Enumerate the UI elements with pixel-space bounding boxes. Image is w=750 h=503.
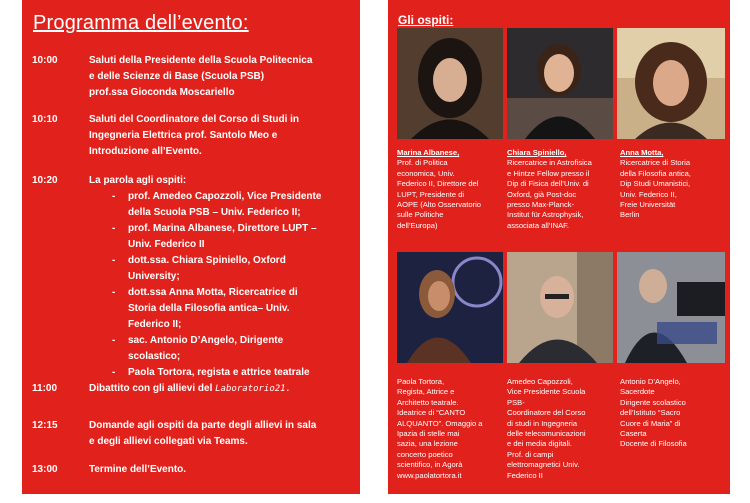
row-line: Domande agli ospiti da parte degli allievi in sala xyxy=(89,420,317,431)
caption-line: associata all’INAF. xyxy=(507,220,570,230)
caption-line: Dip di Fisica dell’Univ. di xyxy=(507,179,589,189)
guest-speaker-item: - dott.ssa. Chiara Spiniello, Oxford University; xyxy=(112,253,354,285)
row-time: 12:15 xyxy=(32,420,58,431)
guest-caption-marina-albanese xyxy=(397,148,505,231)
caption-line: scientifico, in Agorà xyxy=(397,460,463,470)
row-description xyxy=(89,53,354,101)
caption-line: Berlin xyxy=(620,210,640,220)
caption-line: PSB- xyxy=(507,397,525,407)
guest-photo-amedeo-capozzoli xyxy=(507,252,613,363)
caption-line: Ricercatrice in Astrofisica xyxy=(507,158,592,168)
caption-line: Federico II, Direttore del xyxy=(397,179,479,189)
caption-line: presso Max-Planck- xyxy=(507,200,575,210)
guest-name: Anna Motta, xyxy=(620,148,664,157)
row-line: Ingegneria Elettrica prof. Santolo Meo e xyxy=(89,130,278,141)
row-line: prof.ssa Gioconda Moscariello xyxy=(89,87,235,98)
row-line: Termine dell’Evento. xyxy=(89,464,187,475)
caption-line: Docente di Filosofia xyxy=(620,439,687,449)
guest-caption-anna-motta xyxy=(620,148,728,221)
guest-photo-anna-motta xyxy=(617,28,725,139)
caption-line: ALQUANTO”. Omaggio a xyxy=(397,418,483,428)
caption-line: Dip Studi Umanistici, xyxy=(620,179,691,189)
caption-line: Oxford, già Post-doc xyxy=(507,189,577,199)
guests-title: Gli ospiti: xyxy=(398,13,454,27)
caption-line: sulle Politiche xyxy=(397,210,444,220)
caption-line: economica, Univ. xyxy=(397,168,455,178)
caption-line: Regista, Attrice e xyxy=(397,387,455,397)
caption-line: Coordinatore del Corso xyxy=(507,408,586,418)
caption-line: Vice Presidente Scuola xyxy=(507,387,586,397)
caption-line: e dei media digitali. xyxy=(507,439,573,449)
caption-line: sazia, una lezione xyxy=(397,439,458,449)
caption-line: Federico II xyxy=(507,470,543,480)
row-time: 11:00 xyxy=(32,383,58,394)
guest-name: Chiara Spiniello, xyxy=(507,148,567,157)
guests-intro: La parola agli ospiti: xyxy=(89,175,187,186)
guest-photo-antonio-dangelo xyxy=(617,252,725,363)
caption-line: AOPE (Alto Osservatorio xyxy=(397,200,481,210)
row-description xyxy=(89,462,354,478)
row-time: 10:10 xyxy=(32,114,58,125)
caption-line: LUPT, Presidente di xyxy=(397,189,465,199)
guest-speaker-list xyxy=(89,189,354,381)
caption-line: Dirigente scolastico xyxy=(620,397,686,407)
caption-line: delle telecomunicazioni xyxy=(507,429,586,439)
caption-line: di studi in Ingegneria xyxy=(507,418,578,428)
row-line: e delle Scienze di Base (Scuola PSB) xyxy=(89,71,265,82)
guest-speaker-item: - prof. Amedeo Capozzoli, Vice Presidente della Scuola PSB – Univ. Federico II; xyxy=(112,189,354,221)
caption-line: della Filosofia antica, xyxy=(620,168,691,178)
caption-line: Caserta xyxy=(620,429,647,439)
guest-caption-antonio-dangelo xyxy=(620,377,728,450)
row-time: 10:00 xyxy=(32,55,58,66)
guest-name: Paola Tortora, xyxy=(397,377,445,386)
row-description xyxy=(89,173,354,381)
caption-line: elettromagnetici Univ. xyxy=(507,460,580,470)
guest-speaker-item: - prof. Marina Albanese, Direttore LUPT – Univ. Federico II xyxy=(112,221,354,253)
guest-caption-chiara-spiniello xyxy=(507,148,615,231)
caption-line: Cuore di Maria” di xyxy=(620,418,681,428)
caption-line: e Hintze Fellow presso il xyxy=(507,168,590,178)
row-description xyxy=(89,112,354,160)
caption-line: Ideatrice di “CANTO xyxy=(397,408,466,418)
row-time: 10:20 xyxy=(32,175,58,186)
caption-line: concerto poetico xyxy=(397,449,453,459)
caption-line: Prof. di Politica xyxy=(397,158,448,168)
caption-line: Ricercatrice di Storia xyxy=(620,158,691,168)
caption-line: Institut für Astrophysik, xyxy=(507,210,584,220)
guest-name: Marina Albanese, xyxy=(397,148,460,157)
caption-line: Prof. di campi xyxy=(507,449,554,459)
laboratorio-logo-text: Laboratorio21. xyxy=(215,384,291,394)
caption-line: Univ. Federico II, xyxy=(620,189,677,199)
caption-line: Architetto teatrale. xyxy=(397,397,459,407)
guest-speaker-item: - Paola Tortora, regista e attrice teatrale xyxy=(112,365,354,381)
row-line: Dibattito con gli allievi del xyxy=(89,383,216,394)
guest-photo-paola-tortora xyxy=(397,252,503,363)
row-time: 13:00 xyxy=(32,464,58,475)
caption-line: Ipazia di stelle mai xyxy=(397,429,460,439)
guests-panel xyxy=(388,0,730,494)
program-title: Programma dell’evento: xyxy=(33,12,249,34)
guest-caption-paola-tortora xyxy=(397,377,505,481)
row-line: e degli allievi collegati via Teams. xyxy=(89,436,248,447)
caption-line: dell’Istituto “Sacro xyxy=(620,408,681,418)
row-line: Saluti del Coordinatore del Corso di Studi in xyxy=(89,114,300,125)
row-description xyxy=(89,418,354,450)
guest-name: Amedeo Capozzoli, xyxy=(507,377,573,386)
row-line: Saluti della Presidente della Scuola Politecnica xyxy=(89,55,313,66)
website-link[interactable]: www.paolatortora.it xyxy=(397,470,462,480)
row-description xyxy=(89,381,354,397)
guest-photo-chiara-spiniello xyxy=(507,28,613,139)
row-line: Introduzione all’Evento. xyxy=(89,146,202,157)
guest-name: Antonio D’Angelo, xyxy=(620,377,681,386)
guest-caption-amedeo-capozzoli xyxy=(507,377,615,481)
caption-line: dell’Europa) xyxy=(397,220,438,230)
guest-photo-marina-albanese xyxy=(397,28,503,139)
caption-line: Sacerdote xyxy=(620,387,655,397)
program-panel xyxy=(22,0,360,494)
caption-line: Freie Universität xyxy=(620,200,676,210)
guest-speaker-item: - sac. Antonio D’Angelo, Dirigente scolastico; xyxy=(112,333,354,365)
guest-speaker-item: - dott.ssa Anna Motta, Ricercatrice di Storia della Filosofia antica– Univ. Federico II; xyxy=(112,285,354,333)
